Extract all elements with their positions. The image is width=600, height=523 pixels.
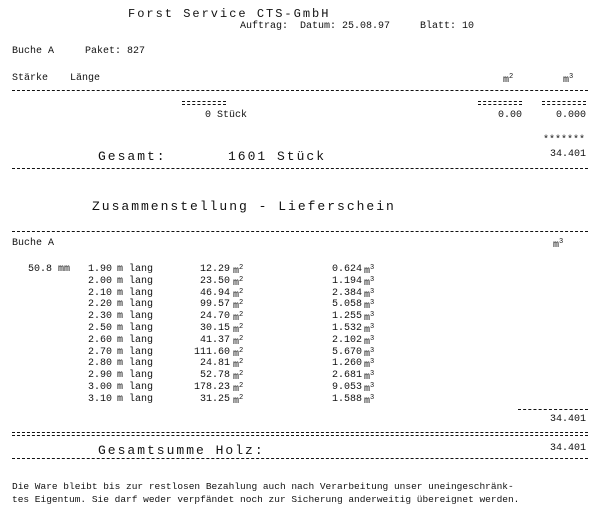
length-value: 2.10: [88, 287, 113, 299]
length-unit: m lang: [117, 346, 154, 358]
summary-title: Zusammenstellung - Lieferschein: [92, 199, 396, 214]
length-unit: m lang: [117, 287, 154, 299]
volume-value: 9.053: [331, 382, 362, 393]
length-unit: m lang: [117, 299, 154, 311]
length-unit: m lang: [117, 311, 154, 323]
area-value: 12.29: [199, 264, 230, 275]
divider: [182, 101, 226, 105]
column-header-m2: $m^2$: [503, 73, 514, 86]
volume-unit: $m^3$: [364, 382, 375, 395]
length-unit: m lang: [117, 370, 154, 382]
package-number: Paket: 827: [85, 46, 146, 57]
column-header-m3: $m^3$: [563, 73, 574, 86]
divider: [518, 409, 588, 410]
length-value: 2.90: [88, 370, 113, 382]
length-value: 2.50: [88, 323, 113, 334]
total-volume: 34.401: [549, 149, 586, 160]
volume-unit: $m^3$: [364, 299, 375, 313]
volume-value: 5.058: [331, 299, 362, 311]
volume-value: 0.000: [555, 110, 586, 121]
total-label: Gesamt:: [98, 149, 167, 164]
area-value: 41.37: [199, 334, 230, 346]
area-value: 31.25: [199, 393, 230, 405]
area-unit: $m^2$: [233, 323, 244, 336]
volume-value: 0.624: [331, 264, 362, 275]
volume-unit: $m^3$: [364, 346, 375, 360]
thickness-value: 50.8 mm: [28, 264, 71, 275]
auftrag-label: Auftrag:: [240, 21, 289, 32]
volume-unit: $m^3$: [364, 311, 375, 325]
piece-count: 0 Stück: [205, 110, 248, 121]
area-unit: $m^2$: [233, 382, 244, 395]
length-unit: m lang: [117, 264, 154, 275]
area-value: 111.60: [193, 346, 230, 358]
volume-value: 2.384: [331, 287, 362, 299]
volume-unit: $m^3$: [364, 287, 375, 301]
divider: [12, 432, 588, 436]
grand-total-label: Gesamtsumme Holz:: [98, 443, 265, 458]
length-unit: m lang: [117, 323, 154, 334]
area-unit: $m^2$: [233, 346, 244, 360]
volume-value: 1.532: [331, 323, 362, 334]
sheet-label: Blatt: 10: [420, 21, 475, 32]
date-label: Datum: 25.08.97: [300, 21, 391, 32]
divider: [478, 101, 522, 105]
length-value: 2.30: [88, 311, 113, 323]
volume-unit: $m^3$: [364, 334, 375, 348]
area-value: 30.15: [199, 323, 230, 334]
divider: [12, 458, 588, 459]
volume-value: 5.670: [331, 346, 362, 358]
area-value: 23.50: [199, 275, 230, 287]
length-unit: m lang: [117, 358, 154, 370]
divider: [12, 168, 588, 169]
document-title: Forst Service CTS-GmbH: [128, 7, 331, 21]
volume-unit: $m^3$: [364, 323, 375, 336]
volume-value: 1.588: [331, 393, 362, 405]
length-value: 2.00: [88, 275, 113, 287]
wood-type: Buche A: [12, 46, 55, 57]
volume-unit: $m^3$: [364, 370, 375, 384]
area-unit: $m^2$: [233, 275, 244, 289]
area-unit: $m^2$: [233, 311, 244, 325]
column-header-length: Länge: [70, 73, 101, 84]
length-unit: m lang: [117, 334, 154, 346]
volume-value: 1.260: [331, 358, 362, 370]
divider: [542, 101, 586, 105]
area-unit: $m^2$: [233, 287, 244, 301]
area-unit: $m^2$: [233, 393, 244, 407]
divider: [12, 231, 588, 232]
grand-total-volume: 34.401: [549, 443, 586, 454]
area-value: 24.81: [199, 358, 230, 370]
volume-unit: $m^3$: [364, 358, 375, 372]
volume-unit: $m^3$: [364, 393, 375, 407]
area-unit: $m^2$: [233, 264, 244, 277]
subtotal-volume: 34.401: [549, 414, 586, 425]
area-value: 52.78: [199, 370, 230, 382]
volume-value: 1.194: [331, 275, 362, 287]
footer-text-line-2: tes Eigentum. Sie darf weder verpfändet noch zur Sicherung anderweitig übereignet werden.: [12, 494, 520, 505]
length-value: 2.80: [88, 358, 113, 370]
area-unit: $m^2$: [233, 370, 244, 384]
length-unit: m lang: [117, 275, 154, 287]
length-value: 3.00: [88, 382, 113, 393]
length-value: 3.10: [88, 393, 113, 405]
area-unit: $m^2$: [233, 358, 244, 372]
asterisk-marker: *******: [543, 135, 586, 146]
length-value: 2.70: [88, 346, 113, 358]
area-value: 0.00: [497, 110, 522, 121]
divider: [12, 90, 588, 91]
length-value: 2.20: [88, 299, 113, 311]
total-pieces: 1601 Stück: [228, 149, 327, 164]
length-unit: m lang: [117, 393, 154, 405]
area-unit: $m^2$: [233, 299, 244, 313]
length-unit: m lang: [117, 382, 154, 393]
area-value: 99.57: [199, 299, 230, 311]
area-value: 178.23: [193, 382, 230, 393]
volume-value: 2.102: [331, 334, 362, 346]
area-value: 24.70: [199, 311, 230, 323]
footer-text-line-1: Die Ware bleibt bis zur restlosen Bezahlung auch nach Verarbeitung unser uneingeschränk-: [12, 481, 514, 492]
volume-unit: $m^3$: [364, 264, 375, 277]
area-unit: $m^2$: [233, 334, 244, 348]
area-value: 46.94: [199, 287, 230, 299]
summary-header-m3: $m^3$: [553, 238, 564, 251]
volume-value: 2.681: [331, 370, 362, 382]
length-value: 1.90: [88, 264, 113, 275]
volume-unit: $m^3$: [364, 275, 375, 289]
column-header-thickness: Stärke: [12, 73, 49, 84]
summary-wood-type: Buche A: [12, 238, 55, 249]
volume-value: 1.255: [331, 311, 362, 323]
length-value: 2.60: [88, 334, 113, 346]
